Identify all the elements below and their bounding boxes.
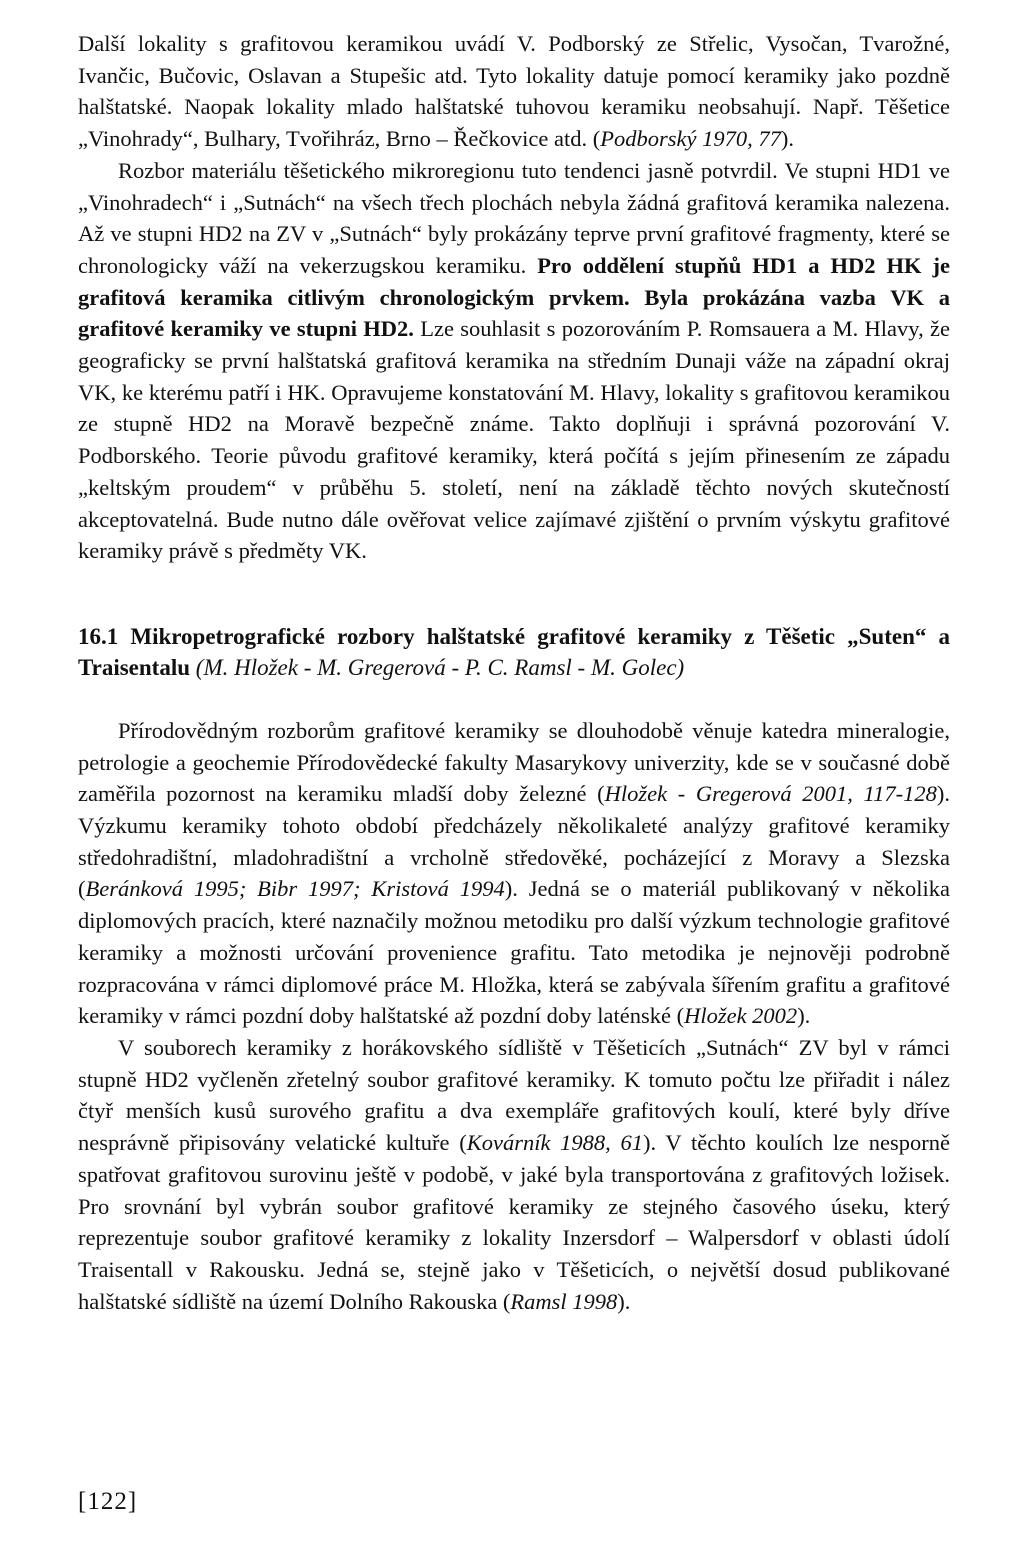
paragraph-text: ). V těchto koulích lze nesporně spatřovat grafitovou surovinu ještě v podobě, v jaké byla transportována z grafitových ložisek. Pro srovnání byl vybrán soubor grafitové keramiky ze stejného časového úseku, který reprezentuje soubor grafitové keramiky z lokality Inzersdorf – Walpersdorf v oblasti údolí Traisentall v Rakousku. Jedná se, stejně jako v Těšeticích, o největší dosud publikované halštatské sídliště na území Dolního Rakouska (: [78, 1130, 950, 1314]
paragraph-text: ).: [780, 126, 794, 152]
citation: Ramsl 1998: [510, 1288, 618, 1314]
section-title: 16.1 Mikropetrografické rozbory halštatské grafitové keramiky z Těšetic „Suten“ a Traisentalu: [78, 623, 950, 680]
section-heading: [78, 621, 950, 683]
paragraph-other-localities: [78, 28, 950, 155]
paragraph-text: ). Jedná se o materiál publikovaný v několika diplomových pracích, které naznačily možnou metodiku pro další výzkum technologie grafitové keramiky a možnosti určování provenience grafitu. Tato metodika je nejnověji podrobně rozpracována v rámci diplomové práce M. Hložka, která se zabývala šířením grafitu a grafitové keramiky v rámci pozdní doby halštatské až pozdní doby laténské (: [78, 876, 950, 1029]
citation: Hložek 2002: [684, 1003, 798, 1029]
paragraph-tesetice-assemblage: [78, 1032, 950, 1317]
spacer: [78, 683, 950, 715]
page-body: [78, 28, 950, 1317]
paragraph-text: ). Výzkumu keramiky tohoto období předcházely několikaleté analýzy grafitové keramiky středohradištní, mladohradištní a vrcholně středověké, pocházející z Moravy a Slezska (: [78, 781, 950, 902]
paragraph-text: ).: [617, 1288, 631, 1314]
page-number: [122]: [78, 1488, 138, 1515]
paragraph-text: V souborech keramiky z horákovského sídliště v Těšeticích „Sutnách“ ZV byl v rámci stupně HD2 vyčleněn zřetelný soubor grafitové keramiky. K tomuto počtu lze přiřadit i nález čtyř menších kusů surového grafitu a dva exempláře grafitových koulí, které byly dříve nesprávně připisovány velatické kultuře (: [78, 1034, 950, 1156]
paragraph-text: Rozbor materiálu těšetického mikroregionu tuto tendenci jasně potvrdil. Ve stupni HD1 ve „Vinohradech“ i „Sutnách“ na všech třech plochách nebyla žádná grafitová keramika nalezena. Až ve stupni HD2 na ZV v „Sutnách“ byly prokázány teprve první grafitové fragmenty, které se chronologicky váží na vekerzugskou keramiku.: [78, 157, 950, 278]
paragraph-text: Další lokality s grafitovou keramikou uvádí V. Podborský ze Střelic, Vysočan, Tvarožné, Ivančic, Bučovic, Oslavan a Stupešic atd. Tyto lokality datuje pomocí keramiky jako pozdně halštatské. Naopak lokality mlado halštatské tuhovou keramiku neobsahují. Např. Těšetice „Vinohrady“, Bulhary, Tvořihráz, Brno – Řečkovice atd. (: [78, 31, 950, 152]
paragraph-analysis-microregion: [78, 155, 950, 567]
paragraph-text: Přírodovědným rozborům grafitové keramiky se dlouhodobě věnuje katedra mineralogie, petrologie a geochemie Přírodovědecké fakulty Masarykovy univerzity, kde se v současné době zaměřila pozornost na keramiku mladší doby železné (: [78, 717, 950, 807]
citation: Podborský 1970, 77: [600, 126, 781, 152]
section-authors: (M. Hložek - M. Gregerová - P. C. Ramsl - M. Golec): [195, 654, 685, 680]
citation: Kovárník 1988, 61: [466, 1130, 643, 1156]
bold-emphasis: Pro oddělení stupňů HD1 a HD2 HK je grafitová keramika citlivým chronologickým prvkem. Byla prokázána vazba VK a grafitové keramiky ve stupni HD2.: [78, 252, 950, 342]
paragraph-natural-science-analysis: [78, 715, 950, 1032]
paragraph-text: ).: [797, 1003, 811, 1029]
citation: Beránková 1995; Bibr 1997; Kristová 1994: [85, 876, 505, 902]
paragraph-text: Lze souhlasit s pozorováním P. Romsauera a M. Hlavy, že geograficky se první halštatská grafitová keramika na středním Dunaji váže na západní okraj VK, ke kterému patří i HK. Opravujeme konstatování M. Hlavy, lokality s grafitovou keramikou ze stupně HD2 na Moravě bezpečně známe. Takto doplňuji i správná pozorování V. Podborského. Teorie původu grafitové keramiky, která počítá s jejím přinesením ze západu „keltským proudem“ v průběhu 5. století, není na základě těchto nových skutečností akceptovatelná. Bude nutno dále ověřovat velice zajímavé zjištění o prvním výskytu grafitové keramiky právě s předměty VK.: [78, 316, 950, 564]
citation: Hložek - Gregerová 2001, 117-128: [604, 781, 937, 807]
